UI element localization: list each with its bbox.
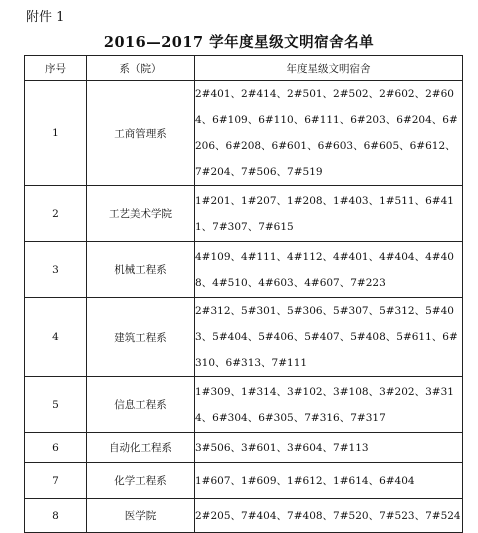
table-row <box>25 242 463 298</box>
table-header-row <box>25 56 463 81</box>
table-row <box>25 186 463 242</box>
row-number: 3 <box>25 242 87 298</box>
dormitory-table <box>24 55 463 533</box>
dormitory-list: 4#109、4#111、4#112、4#401、4#404、4#408、4#510、4#603、4#607、7#223 <box>195 242 463 298</box>
header-department: 系（院） <box>87 56 195 81</box>
department-name: 信息工程系 <box>87 377 195 433</box>
dormitory-list: 2#205、7#404、7#408、7#520、7#523、7#524 <box>195 499 463 533</box>
header-serial-number: 序号 <box>25 56 87 81</box>
row-number: 7 <box>25 463 87 499</box>
department-name: 工艺美术学院 <box>87 186 195 242</box>
dormitory-list: 1#309、1#314、3#102、3#108、3#202、3#314、6#304、6#305、7#316、7#317 <box>195 377 463 433</box>
row-number: 4 <box>25 298 87 377</box>
header-star-dormitories: 年度星级文明宿舍 <box>195 56 463 81</box>
table-row <box>25 298 463 377</box>
table-row <box>25 81 463 186</box>
attachment-label: 附件 1 <box>26 10 65 25</box>
row-number: 6 <box>25 433 87 463</box>
department-name: 建筑工程系 <box>87 298 195 377</box>
dormitory-list: 1#607、1#609、1#612、1#614、6#404 <box>195 463 463 499</box>
row-number: 2 <box>25 186 87 242</box>
table-row <box>25 377 463 433</box>
dormitory-list: 3#506、3#601、3#604、7#113 <box>195 433 463 463</box>
table-row <box>25 433 463 463</box>
department-name: 自动化工程系 <box>87 433 195 463</box>
table-body <box>25 81 463 533</box>
dormitory-list: 2#312、5#301、5#306、5#307、5#312、5#403、5#404、5#406、5#407、5#408、5#611、6#310、6#313、7#111 <box>195 298 463 377</box>
department-name: 机械工程系 <box>87 242 195 298</box>
row-number: 1 <box>25 81 87 186</box>
department-name: 工商管理系 <box>87 81 195 186</box>
document-title: 2016—2017 学年度星级文明宿舍名单 <box>103 34 375 51</box>
row-number: 5 <box>25 377 87 433</box>
row-number: 8 <box>25 499 87 533</box>
table-row <box>25 463 463 499</box>
department-name: 医学院 <box>87 499 195 533</box>
dormitory-list: 1#201、1#207、1#208、1#403、1#511、6#411、7#307、7#615 <box>195 186 463 242</box>
dormitory-list: 2#401、2#414、2#501、2#502、2#602、2#604、6#109、6#110、6#111、6#203、6#204、6#206、6#208、6#601、6#603、6#605、6#612、7#204、7#506、7#519 <box>195 81 463 186</box>
department-name: 化学工程系 <box>87 463 195 499</box>
table-row <box>25 499 463 533</box>
